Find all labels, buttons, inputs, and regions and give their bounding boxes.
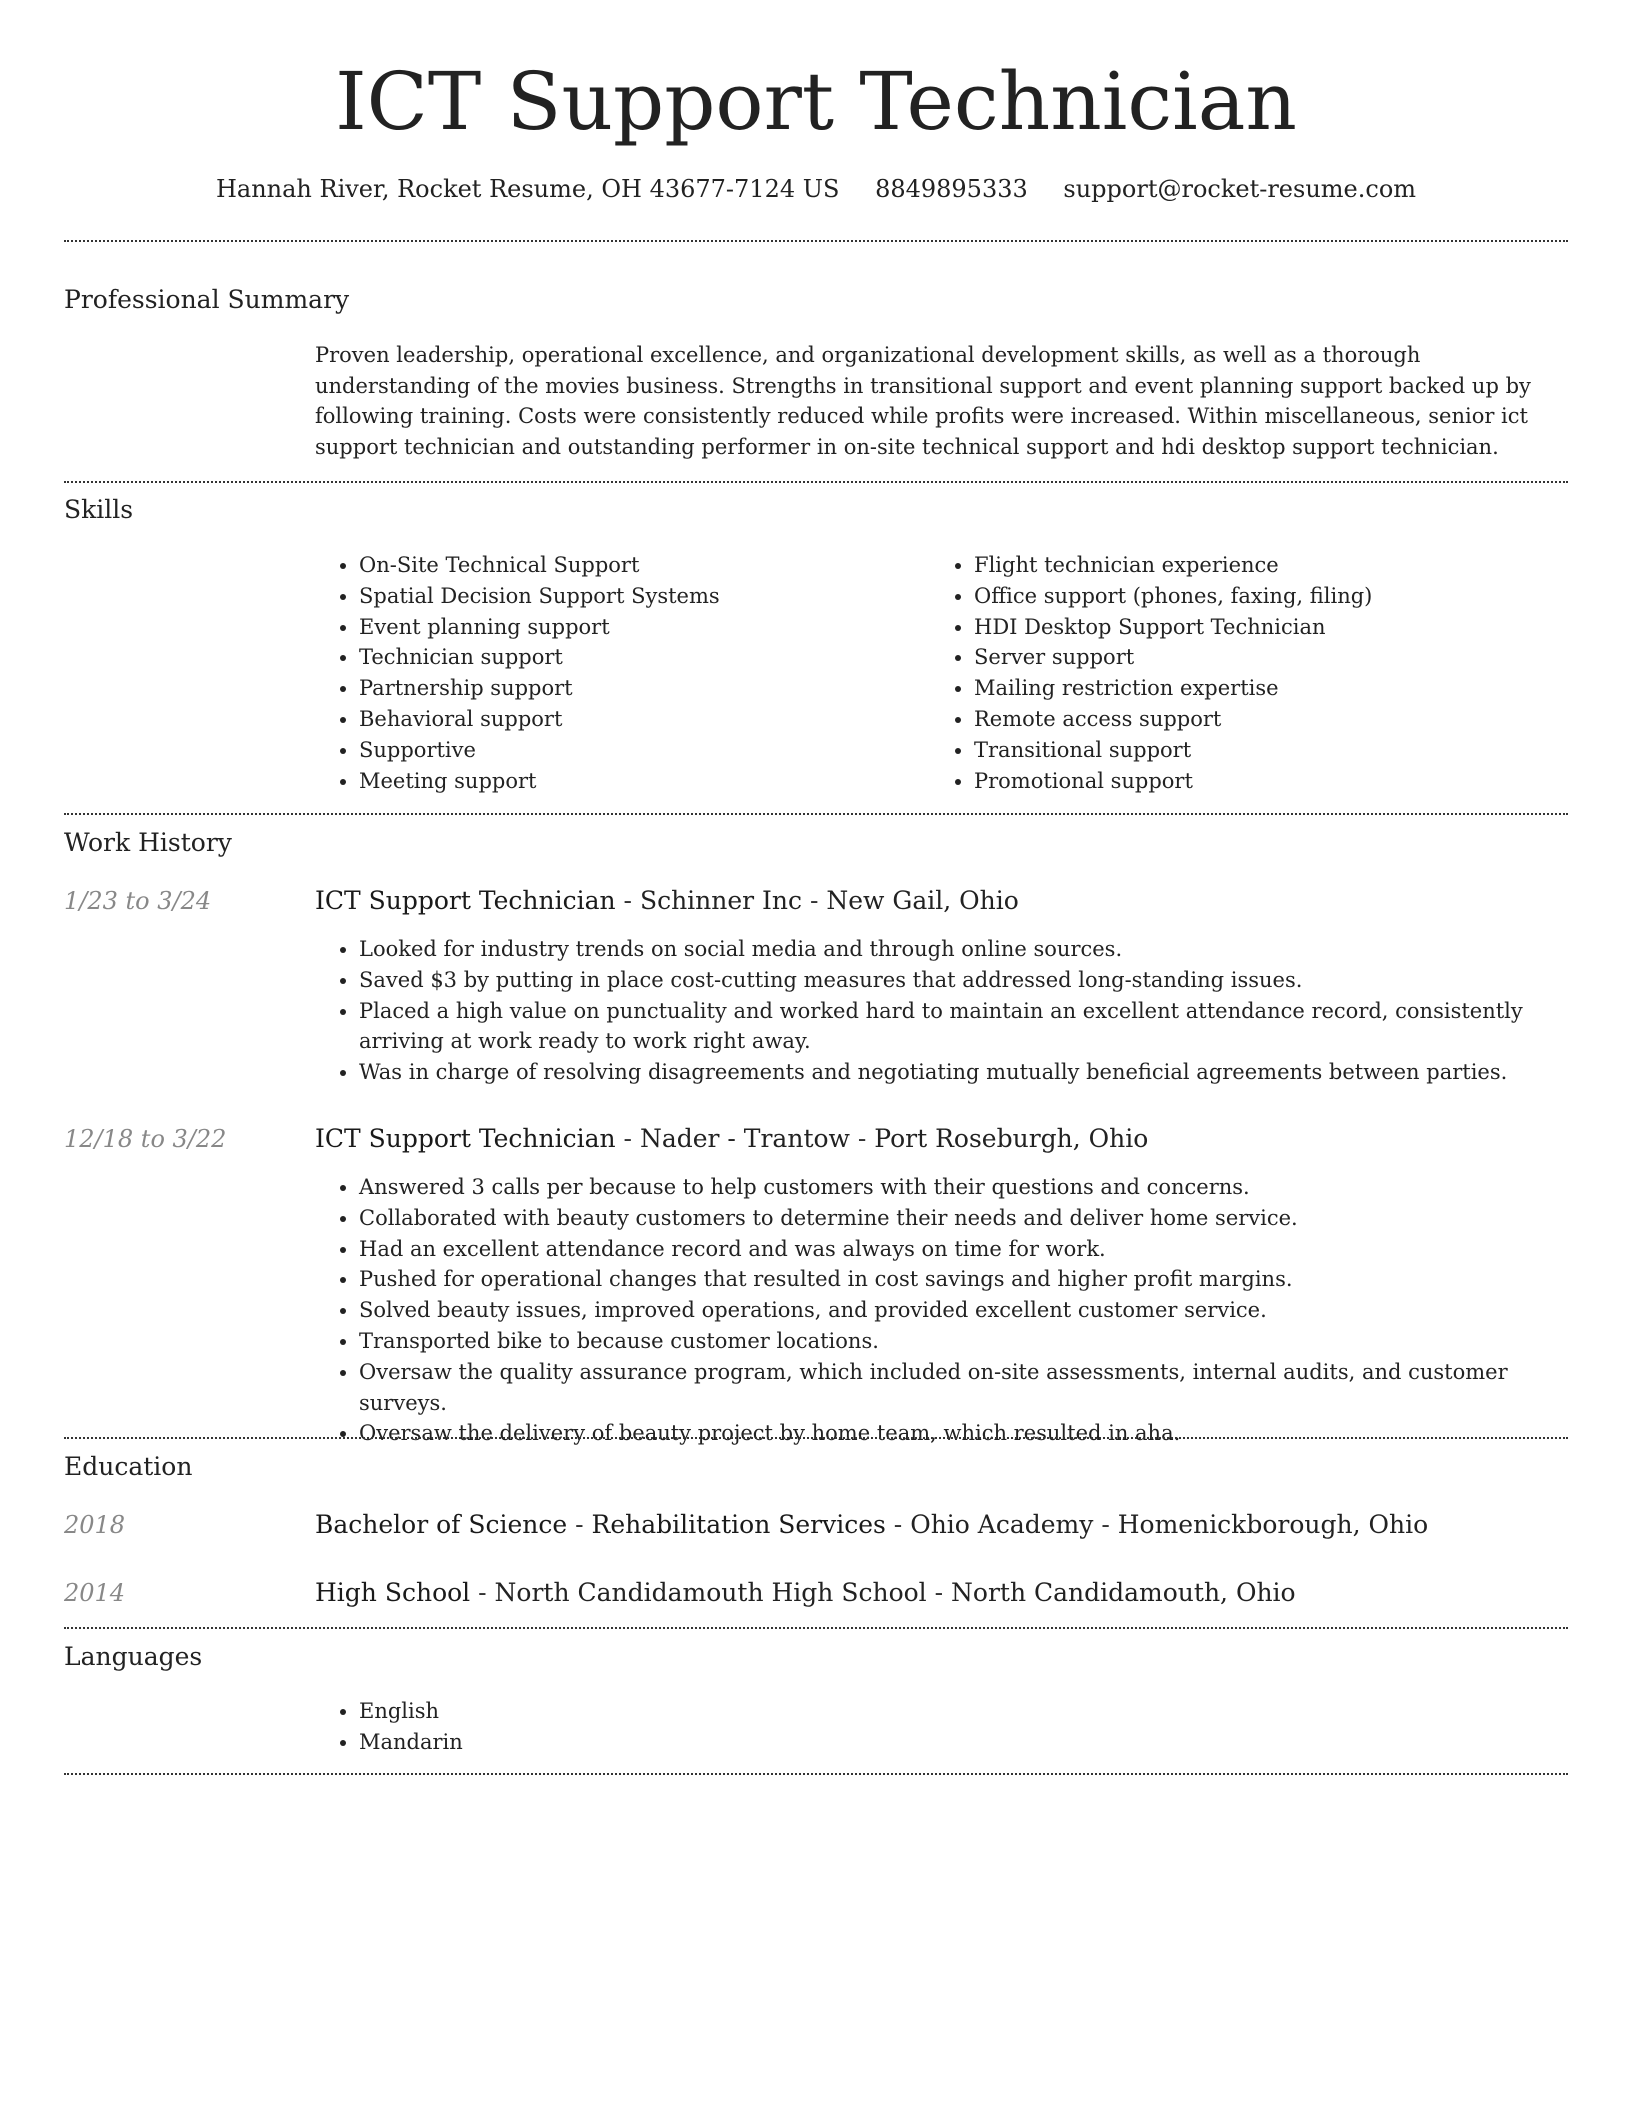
job-heading [315, 1122, 1148, 1156]
section-title-summary: Professional Summary [64, 285, 350, 314]
job-bullet: • Had an excellent attendance record and was always on time for work. [359, 1234, 1599, 1265]
divider [64, 1627, 1568, 1629]
job-bullets [315, 934, 1564, 1088]
job-bullet: • Transported bike to because customer locations. [359, 1326, 1599, 1357]
education-degree: High School [315, 1578, 471, 1607]
separator: - [615, 886, 640, 915]
skills-list-right [930, 550, 1574, 796]
job-bullet: • Pushed for operational changes that resulted in cost savings and higher profit margins. [359, 1264, 1599, 1295]
skill-item: • Mailing restriction expertise [974, 673, 1574, 704]
job-bullet: • Saved $3 by putting in place cost-cutting measures that addressed long-standing issues. [359, 965, 1564, 996]
education-location: Homenickborough, Ohio [1117, 1510, 1429, 1539]
skill-item: • HDI Desktop Support Technician [974, 612, 1574, 643]
job-company: Nader - Trantow [639, 1124, 850, 1153]
separator: - [802, 886, 827, 915]
job-title: ICT Support Technician [315, 886, 616, 915]
education-degree: Bachelor of Science [315, 1510, 568, 1539]
separator: - [885, 1510, 911, 1539]
skill-item: • Promotional support [974, 766, 1574, 797]
divider [64, 240, 1568, 242]
skills-list-left [315, 550, 919, 796]
separator: - [926, 1578, 952, 1607]
skill-item: • Technician support [359, 642, 919, 673]
job-title: ICT Support Technician [315, 1124, 616, 1153]
languages-list [315, 1696, 959, 1758]
job-bullet: • Placed a high value on punctuality and worked hard to maintain an excellent attendance record, consistently arriving at work ready to work right away. [359, 996, 1564, 1058]
job-company: Schinner Inc [639, 886, 803, 915]
education-field: Rehabilitation Services [591, 1510, 886, 1539]
job-bullet: • Oversaw the delivery of beauty project by home team, which resulted in aha. [359, 1418, 1599, 1449]
education-heading [315, 1508, 1428, 1542]
contact-email: support@rocket-resume.com [1063, 175, 1417, 203]
education-school: North Candidamouth High School [494, 1578, 927, 1607]
job-bullet: • Looked for industry trends on social media and through online sources. [359, 934, 1564, 965]
contact-phone: 8849895333 [875, 175, 1028, 203]
section-title-skills: Skills [64, 495, 134, 524]
language-item: • Mandarin [359, 1727, 959, 1758]
skill-item: • Remote access support [974, 704, 1574, 735]
job-location: Port Roseburgh, Ohio [874, 1124, 1149, 1153]
education-year: 2014 [64, 1579, 126, 1607]
job-bullets [315, 1172, 1599, 1449]
skill-item: • Partnership support [359, 673, 919, 704]
divider [64, 481, 1568, 483]
job-dates: 1/23 to 3/24 [64, 887, 212, 915]
skill-item: • Server support [974, 642, 1574, 673]
education-year: 2018 [64, 1511, 126, 1539]
skill-item: • Meeting support [359, 766, 919, 797]
job-dates: 12/18 to 3/22 [64, 1125, 227, 1153]
separator: - [470, 1578, 495, 1607]
skill-item: • Behavioral support [359, 704, 919, 735]
section-title-work: Work History [64, 828, 232, 857]
skill-item: • Supportive [359, 735, 919, 766]
separator: - [567, 1510, 592, 1539]
education-school: Ohio Academy [910, 1510, 1094, 1539]
separator: - [615, 1124, 640, 1153]
section-title-education: Education [64, 1452, 193, 1481]
separator: - [1093, 1510, 1118, 1539]
separator: - [849, 1124, 875, 1153]
education-location: North Candidamouth, Ohio [951, 1578, 1296, 1607]
skill-item: • Event planning support [359, 612, 919, 643]
job-bullet: • Answered 3 calls per because to help customers with their questions and concerns. [359, 1172, 1599, 1203]
skill-item: • Flight technician experience [974, 550, 1574, 581]
contact-line [64, 172, 1568, 206]
language-item: • English [359, 1696, 959, 1727]
divider [64, 1773, 1568, 1775]
contact-address: Hannah River, Rocket Resume, OH 43677-7124 US [215, 175, 840, 203]
divider [64, 1437, 1568, 1439]
resume-title: ICT Support Technician [335, 55, 1297, 148]
divider [64, 813, 1568, 815]
skill-item: • On-Site Technical Support [359, 550, 919, 581]
skill-item: • Office support (phones, faxing, filing) [974, 581, 1574, 612]
skill-item: • Transitional support [974, 735, 1574, 766]
section-title-languages: Languages [64, 1642, 203, 1671]
job-bullet: • Solved beauty issues, improved operations, and provided excellent customer service. [359, 1295, 1599, 1326]
job-bullet: • Collaborated with beauty customers to determine their needs and deliver home service. [359, 1203, 1599, 1234]
job-location: New Gail, Ohio [826, 886, 1019, 915]
job-bullet: • Was in charge of resolving disagreements and negotiating mutually beneficial agreements between parties. [359, 1057, 1564, 1088]
job-heading [315, 884, 1019, 918]
skill-item: • Spatial Decision Support Systems [359, 581, 919, 612]
summary-text: Proven leadership, operational excellence, and organizational development skills, as well as a thorough understanding of the movies business. Strengths in transitional support and event planning support backed up by following training. Costs were consistently reduced while profits were increased. Within miscellaneous, senior ict support technician and outstanding performer in on-site technical support and hdi desktop support technician. [315, 343, 1531, 459]
job-bullet: • Oversaw the quality assurance program, which included on-site assessments, internal audits, and customer surveys. [359, 1357, 1599, 1419]
education-heading [315, 1576, 1296, 1610]
